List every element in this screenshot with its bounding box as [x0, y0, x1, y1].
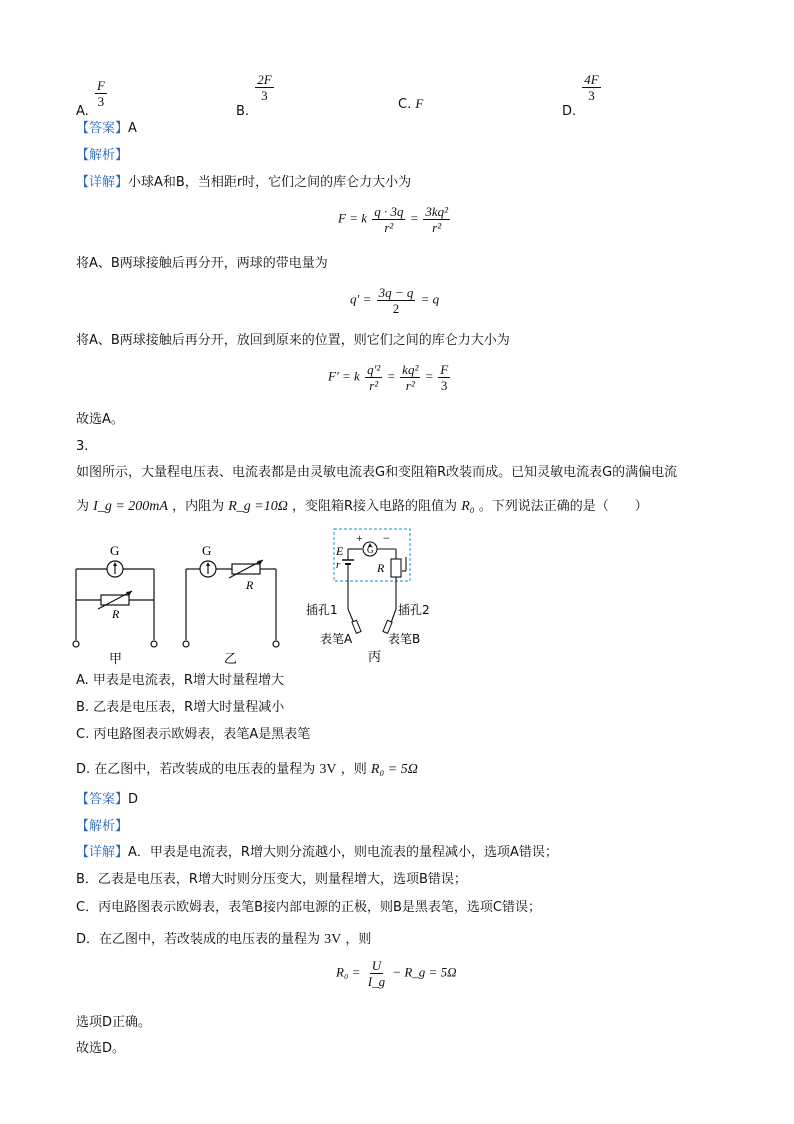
answer-line: 【答案】D — [76, 792, 139, 807]
plus-sign: + — [356, 531, 363, 545]
question-stem-line2: 为 I_g = 200mA ，内阻为 R_g =10Ω ，变阻箱R接入电路的阻值为 R₀ 。下列说法正确的是（ ） — [76, 499, 648, 514]
r-label: R — [112, 607, 120, 621]
detail-line-a: 【详解】A．甲表是电流表，R增大则分流越小，则电流表的量程减小，选项A错误； — [76, 845, 558, 860]
circuit-figure — [66, 525, 430, 670]
hole-2-label: 插孔2 — [398, 603, 430, 617]
ohmmeter-box — [334, 529, 410, 581]
option-a — [76, 78, 109, 119]
r-label: R — [377, 561, 385, 575]
g-label: G — [110, 543, 120, 558]
r-small-label: r — [336, 559, 341, 571]
g-label: G — [202, 543, 212, 558]
q3-option-c: C. 丙电路图表示欧姆表，表笔A是黑表笔 — [76, 727, 311, 742]
equation-r0: R₀ = $\frac{U}{I\_g}$ − R_g = 5Ω — [336, 958, 457, 989]
detail-line-d: D．在乙图中，若改装成的电压表的量程为 3V ，则 — [76, 932, 372, 947]
hole-1-label: 插孔1 — [306, 603, 338, 617]
caption-jia: 甲 — [109, 652, 123, 667]
paragraph: 将A、B两球接触后再分开，放回到原来的位置，则它们之间的库仑力大小为 — [76, 333, 510, 348]
option-fraction: $\frac{4F}{3}$ — [584, 72, 599, 103]
circuit-yi — [183, 560, 279, 647]
pen-a-label: 表笔A — [320, 632, 353, 646]
option-letter: D. — [562, 104, 577, 119]
equation-coulomb: F = k $\frac{q \cdot 3q}{\text{r²}}$ = $\frac{\text{3kq²}}{\text{r²}}$ — [338, 204, 448, 235]
pen-b-label: 表笔B — [388, 632, 421, 646]
equation-charge: q′ = $\frac{3q - q}{2}$ = q — [350, 285, 440, 316]
analysis-tag: 【解析】 — [76, 819, 129, 834]
option-fraction: $\frac{F}{3}$ — [96, 78, 105, 109]
r-label: R — [246, 578, 254, 592]
analysis-tag: 【解析】 — [76, 148, 129, 163]
resistor-icon — [391, 559, 401, 577]
d-correct: 选项D正确。 — [76, 1015, 152, 1030]
answer-line: 【答案】A — [76, 121, 137, 136]
conclusion: 故选A。 — [76, 412, 124, 427]
question-number: 3. — [76, 439, 89, 454]
conclusion: 故选D。 — [76, 1041, 126, 1056]
detail-line: 【详解】小球A和B，当相距r时，它们之间的库仑力大小为 — [76, 175, 412, 190]
equation-new-force: F′ = k $\frac{\text{q′²}}{\text{r²}}$ = $\frac{\text{kq²}}{\text{r²}}$ = $\frac{F}{3}$ — [328, 362, 449, 393]
option-b — [236, 72, 276, 119]
detail-line-b: B．乙表是电压表，R增大时则分压变大，则量程增大，选项B错误； — [76, 872, 467, 887]
option-c: C. F — [398, 96, 424, 112]
option-letter: B. — [236, 104, 250, 119]
option-letter: A. — [76, 104, 89, 119]
probe-a-icon — [352, 620, 361, 633]
paragraph: 将A、B两球接触后再分开，两球的带电量为 — [76, 256, 328, 271]
q3-option-b: B. 乙表是电压表，R增大时量程减小 — [76, 700, 285, 715]
circuit-bing — [342, 542, 406, 633]
circuit-jia — [73, 561, 157, 647]
q3-option-a: A. 甲表是电流表，R增大时量程增大 — [76, 673, 284, 688]
minus-sign: − — [383, 531, 390, 545]
detail-line-c: C．丙电路图表示欧姆表，表笔B接内部电源的正极，则B是黑表笔，选项C错误； — [76, 900, 541, 915]
option-d — [562, 72, 603, 119]
e-label: E — [336, 544, 344, 558]
q3-option-d: D. 在乙图中，若改装成的电压表的量程为 3V ，则 R₀ = 5Ω — [76, 762, 418, 777]
question-stem-line1: 如图所示，大量程电压表、电流表都是由灵敏电流表G和变阻箱R改装而成。已知灵敏电流表G的满偏电流 — [76, 465, 678, 480]
g-label: G — [367, 545, 374, 555]
caption-bing: 丙 — [368, 650, 382, 665]
caption-yi: 乙 — [224, 652, 238, 667]
option-fraction: $\frac{2F}{3}$ — [257, 72, 272, 103]
